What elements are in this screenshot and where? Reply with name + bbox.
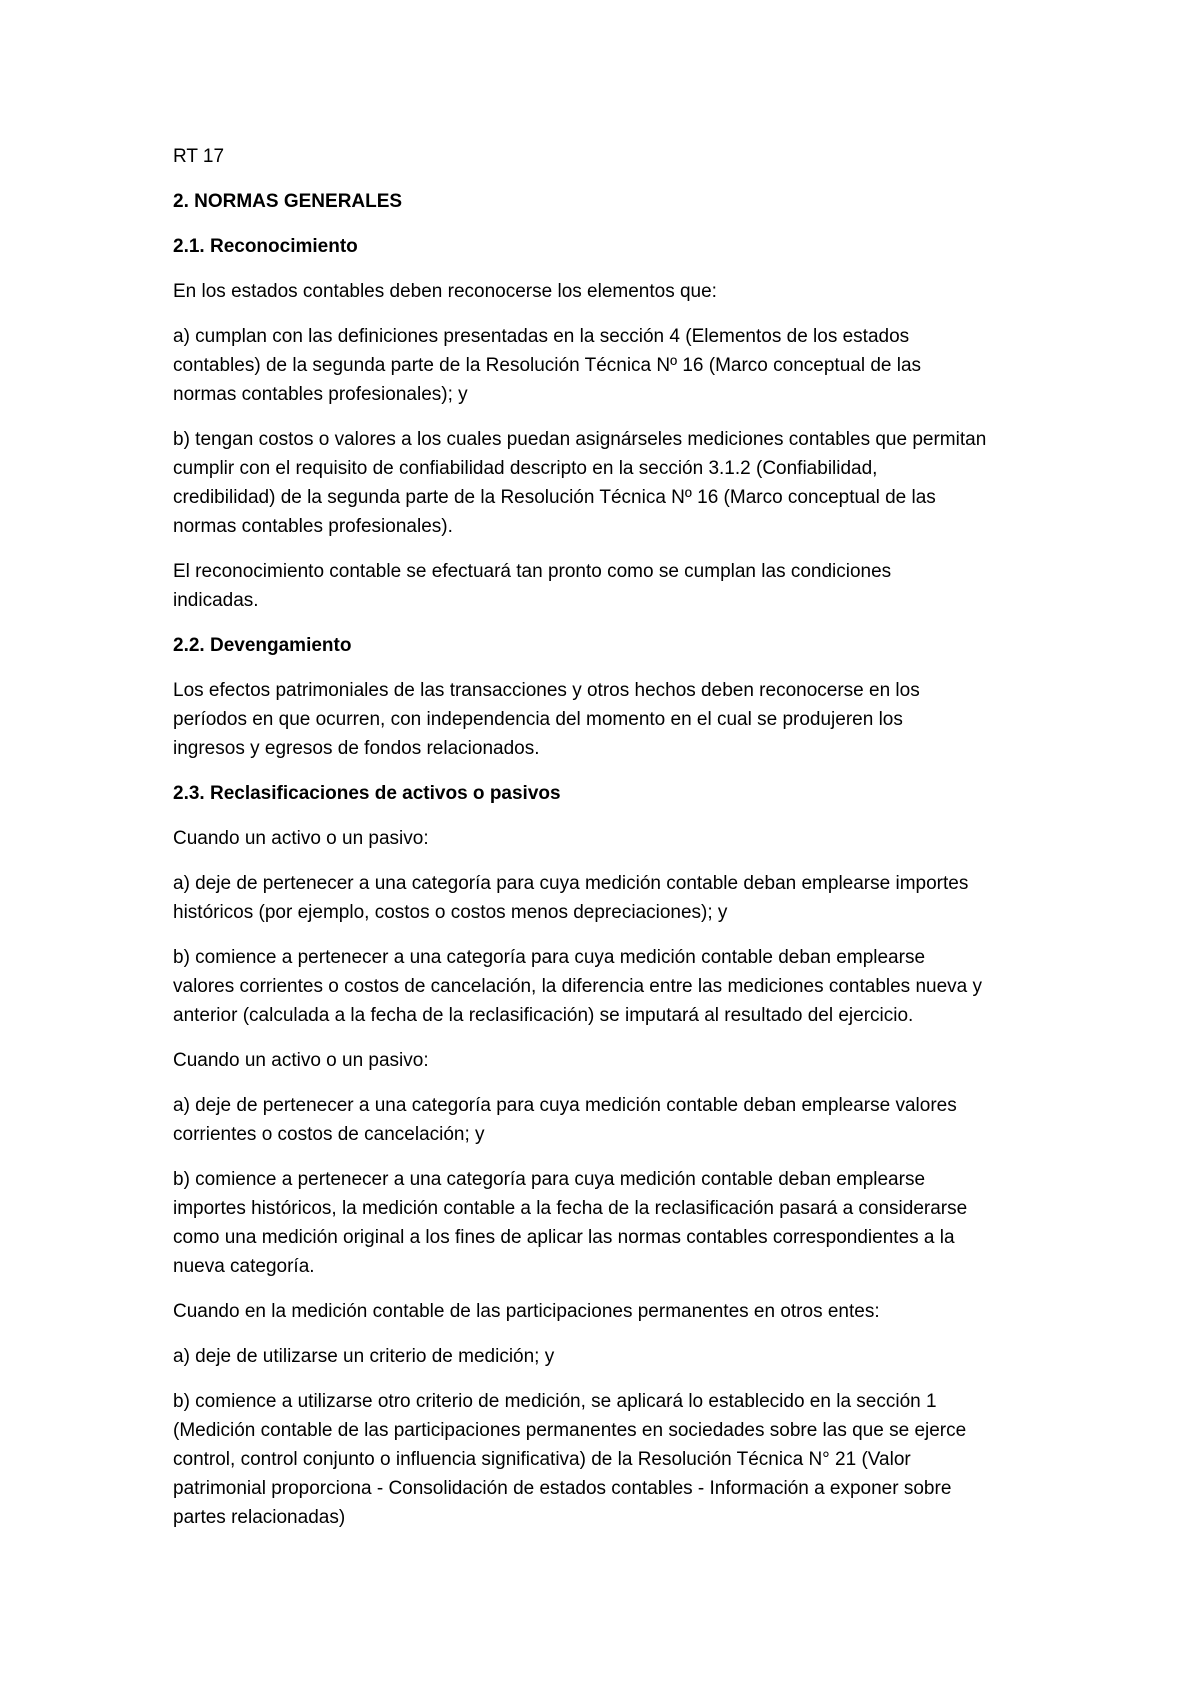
text-line: control, control conjunto o influencia significativa) de la Resolución Técnica N° 21 (Valor xyxy=(173,1449,911,1470)
text-line: b) comience a utilizarse otro criterio de medición, se aplicará lo establecido en la sección 1 xyxy=(173,1391,937,1412)
paragraph-reconocimiento-closing xyxy=(173,557,1040,615)
text-line: importes históricos, la medición contable a la fecha de la reclasificación pasará a considerarse xyxy=(173,1198,968,1219)
paragraph-reconocimiento-intro: En los estados contables deben reconocerse los elementos que: xyxy=(173,281,717,302)
text-line: nueva categoría. xyxy=(173,1256,315,1277)
text-line: b) tengan costos o valores a los cuales puedan asignárseles mediciones contables que permitan xyxy=(173,429,987,450)
section-title: 2. NORMAS GENERALES xyxy=(173,191,403,212)
paragraph-cuando-3: Cuando en la medición contable de las participaciones permanentes en otros entes: xyxy=(173,1301,880,1322)
doc-label: RT 17 xyxy=(173,146,225,167)
text-line: b) comience a pertenecer a una categoría para cuya medición contable deban emplearse xyxy=(173,947,926,968)
list-item-b-corrientes xyxy=(173,943,1040,1030)
text-line: normas contables profesionales); y xyxy=(173,384,468,405)
text-line: credibilidad) de la segunda parte de la Resolución Técnica Nº 16 (Marco conceptual de las xyxy=(173,487,936,508)
text-line: valores corrientes o costos de cancelación, la diferencia entre las mediciones contables nueva y xyxy=(173,976,983,997)
text-line: a) cumplan con las definiciones presentadas en la sección 4 (Elementos de los estados xyxy=(173,326,910,347)
text-line: partes relacionadas) xyxy=(173,1507,346,1528)
text-line: ingresos y egresos de fondos relacionados. xyxy=(173,738,540,759)
text-line: como una medición original a los fines de aplicar las normas contables correspondientes a la xyxy=(173,1227,955,1248)
text-line: indicadas. xyxy=(173,590,259,611)
text-line: contables) de la segunda parte de la Resolución Técnica Nº 16 (Marco conceptual de las xyxy=(173,355,922,376)
subsection-title-devengamiento: 2.2. Devengamiento xyxy=(173,635,352,656)
text-line: períodos en que ocurren, con independencia del momento en el cual se produjeren los xyxy=(173,709,903,730)
subsection-title-reclasificaciones: 2.3. Reclasificaciones de activos o pasivos xyxy=(173,783,561,804)
text-line: anterior (calculada a la fecha de la reclasificación) se imputará al resultado del ejercicio. xyxy=(173,1005,914,1026)
list-item-b-historicos xyxy=(173,1165,1040,1281)
paragraph-cuando-2: Cuando un activo o un pasivo: xyxy=(173,1050,429,1071)
list-item-a-historicos xyxy=(173,869,1040,927)
paragraph-cuando-1: Cuando un activo o un pasivo: xyxy=(173,828,429,849)
text-line: a) deje de pertenecer a una categoría para cuya medición contable deban emplearse valores xyxy=(173,1095,957,1116)
list-item-b-costos xyxy=(173,425,1040,541)
text-line: corrientes o costos de cancelación; y xyxy=(173,1124,485,1145)
text-line: a) deje de pertenecer a una categoría para cuya medición contable deban emplearse importes xyxy=(173,873,969,894)
text-line: patrimonial proporciona - Consolidación de estados contables - Información a exponer sobre xyxy=(173,1478,952,1499)
text-line: Los efectos patrimoniales de las transacciones y otros hechos deben reconocerse en los xyxy=(173,680,920,701)
list-item-b-otro-criterio xyxy=(173,1387,1040,1532)
list-item-a-definiciones xyxy=(173,322,1040,409)
text-line: cumplir con el requisito de confiabilidad descripto en la sección 3.1.2 (Confiabilidad, xyxy=(173,458,878,479)
list-item-a-corrientes xyxy=(173,1091,1040,1149)
list-item-a-criterio: a) deje de utilizarse un criterio de medición; y xyxy=(173,1346,555,1367)
subsection-title-reconocimiento: 2.1. Reconocimiento xyxy=(173,236,358,257)
text-line: El reconocimiento contable se efectuará tan pronto como se cumplan las condiciones xyxy=(173,561,892,582)
text-line: (Medición contable de las participaciones permanentes en sociedades sobre las que se ejerce xyxy=(173,1420,967,1441)
paragraph-devengamiento xyxy=(173,676,1040,763)
text-line: b) comience a pertenecer a una categoría para cuya medición contable deban emplearse xyxy=(173,1169,926,1190)
text-line: históricos (por ejemplo, costos o costos menos depreciaciones); y xyxy=(173,902,728,923)
text-line: normas contables profesionales). xyxy=(173,516,453,537)
